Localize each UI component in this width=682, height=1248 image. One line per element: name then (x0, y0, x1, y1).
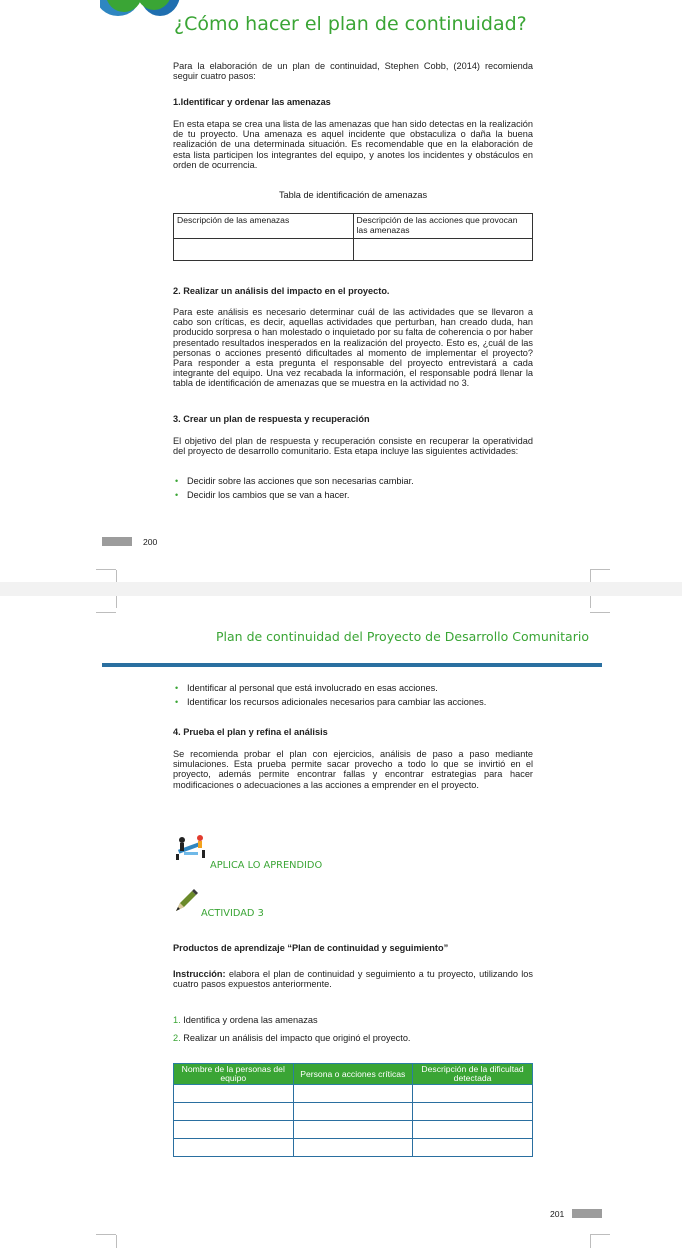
step2-paragraph: Para este análisis es necesario determinar cuál de las actividades que se llevaron a cabo son críticas, es decir, aquellas actividades que perturban, han creado duda, han producido sorpresa o han molestado o inquietado por su falta de coherencia o por haber presentado resultados inesperados en la realización del proyecto. Esto es, ¿cuál de las personas o acciones presentó dificultades al momento de implementar el proyecto? Para responder a esta pregunta el responsable del proyecto entrevistará a cada integrante del equipo. Una vez recabada la información, el responsable podrá llenar la tabla de identificación de amenazas que se muestra en la actividad no 3. (173, 307, 533, 389)
list-item (173, 474, 533, 488)
table-cell[interactable] (174, 1139, 294, 1157)
bullet-icon: • (175, 683, 179, 693)
logo-graphic (100, 0, 180, 22)
activity-table (173, 1063, 533, 1157)
page-number-bar (572, 1209, 602, 1218)
bullet-icon: • (175, 697, 179, 707)
instruccion-paragraph (173, 969, 533, 989)
table-row (174, 1139, 533, 1157)
table-cell[interactable] (174, 1085, 294, 1103)
bullet-icon: • (175, 490, 179, 500)
page-200 (0, 0, 682, 582)
table-header-cell: Descripción de la dificultad detectada (413, 1064, 533, 1085)
table-cell[interactable] (293, 1139, 413, 1157)
crop-mark (590, 596, 591, 608)
table-cell[interactable] (413, 1121, 533, 1139)
threats-table (173, 213, 533, 261)
table-header-cell: Persona o acciones críticas (293, 1064, 413, 1085)
step3-paragraph: El objetivo del plan de respuesta y recuperación consiste en recuperar la operatividad del proyecto de desarrollo comunitario. Esta etapa incluye las siguientes actividades: (173, 436, 533, 457)
crop-mark (590, 612, 610, 613)
continued-bullet-list (173, 681, 533, 709)
step4-paragraph: Se recomienda probar el plan con ejercicios, análisis de paso a paso mediante simulaciones. Esta prueba permite sacar provecho a todo lo que se invirtió en el proyecto, además permite encontrar fallas y encontrar estrategias para hacer modificaciones o adecuaciones a las acciones a emprender en el proyecto. (173, 749, 533, 790)
crop-mark (96, 569, 116, 570)
table-row (174, 1085, 533, 1103)
table-header-row (174, 214, 533, 239)
list-item-text: Identificar los recursos adicionales necesarios para cambiar las acciones. (187, 697, 487, 707)
step-text: Realizar un análisis del impacto que originó el proyecto. (180, 1033, 411, 1043)
crop-mark (96, 1234, 116, 1235)
running-header: Plan de continuidad del Proyecto de Desarrollo Comunitario (216, 629, 589, 644)
table-cell[interactable] (413, 1139, 533, 1157)
table-row (174, 1103, 533, 1121)
step-number: 2. (173, 1033, 181, 1043)
step4-heading: 4. Prueba el plan y refina el análisis (173, 727, 328, 737)
actividad-label: ACTIVIDAD 3 (201, 908, 264, 919)
table-cell[interactable] (293, 1121, 413, 1139)
table-cell (174, 239, 354, 261)
crop-mark (590, 1234, 610, 1235)
team-activity-icon (174, 832, 210, 862)
list-item (173, 488, 533, 502)
crop-mark (590, 1235, 591, 1248)
aplica-label: APLICA LO APRENDIDO (210, 860, 323, 871)
step3-bullet-list (173, 474, 533, 502)
pencil-icon (172, 887, 200, 915)
step1-paragraph: En esta etapa se crea una lista de las amenazas que han sido detectas en la realización de tu proyecto. Una amenaza es aquel incidente que obstaculiza o daña la buena realización de una determinada situación. Es recomendable que en la elaboración de esta lista participen los integrantes del equipo, y anotes los incidentes y obstáculos en orden de ocurrencia. (173, 119, 533, 170)
step1-heading: 1.Identificar y ordenar las amenazas (173, 97, 331, 107)
crop-mark (116, 1235, 117, 1248)
table-header-row (174, 1064, 533, 1085)
table-cell[interactable] (174, 1103, 294, 1121)
table-caption: Tabla de identificación de amenazas (278, 190, 428, 200)
step-text: Identifica y ordena las amenazas (180, 1015, 318, 1025)
list-item (173, 681, 533, 695)
table-cell[interactable] (293, 1103, 413, 1121)
page-title: ¿Cómo hacer el plan de continuidad? (174, 13, 527, 35)
header-rule (102, 663, 602, 667)
intro-paragraph: Para la elaboración de un plan de continuidad, Stephen Cobb, (2014) recomienda seguir cuatro pasos: (173, 61, 533, 82)
step-number: 1. (173, 1015, 181, 1025)
crop-mark (590, 570, 591, 582)
page-number-bar (102, 537, 132, 546)
activity-steps-list (173, 1011, 533, 1047)
instruccion-text: elabora el plan de continuidad y seguimiento a tu proyecto, utilizando los cuatro pasos expuestos anteriormente. (173, 969, 533, 990)
table-cell[interactable] (174, 1121, 294, 1139)
list-item-text: Decidir sobre las acciones que son necesarias cambiar. (187, 476, 414, 486)
productos-heading: Productos de aprendizaje “Plan de continuidad y seguimiento” (173, 943, 449, 953)
instruccion-label: Instrucción: (173, 969, 226, 979)
page-number: 200 (143, 537, 158, 547)
table-row (174, 1121, 533, 1139)
crop-mark (116, 570, 117, 582)
list-item-text: Identificar al personal que está involucrado en esas acciones. (187, 683, 438, 693)
table-cell[interactable] (413, 1085, 533, 1103)
table-cell[interactable] (293, 1085, 413, 1103)
table-cell (353, 239, 533, 261)
list-item (173, 695, 533, 709)
table-header-cell: Nombre de la personas del equipo (174, 1064, 294, 1085)
table-header-cell: Descripción de las amenazas (174, 214, 354, 239)
crop-mark (590, 569, 610, 570)
crop-mark (116, 596, 117, 608)
bullet-icon: • (175, 476, 179, 486)
page-201 (0, 596, 682, 1248)
step2-heading: 2. Realizar un análisis del impacto en el proyecto. (173, 286, 390, 296)
table-cell[interactable] (413, 1103, 533, 1121)
crop-mark (96, 612, 116, 613)
table-row (174, 239, 533, 261)
page-number: 201 (550, 1209, 565, 1219)
step3-heading: 3. Crear un plan de respuesta y recuperación (173, 414, 370, 424)
list-item (173, 1029, 533, 1047)
table-header-cell: Descripción de las acciones que provocan las amenazas (353, 214, 533, 239)
list-item (173, 1011, 533, 1029)
list-item-text: Decidir los cambios que se van a hacer. (187, 490, 350, 500)
